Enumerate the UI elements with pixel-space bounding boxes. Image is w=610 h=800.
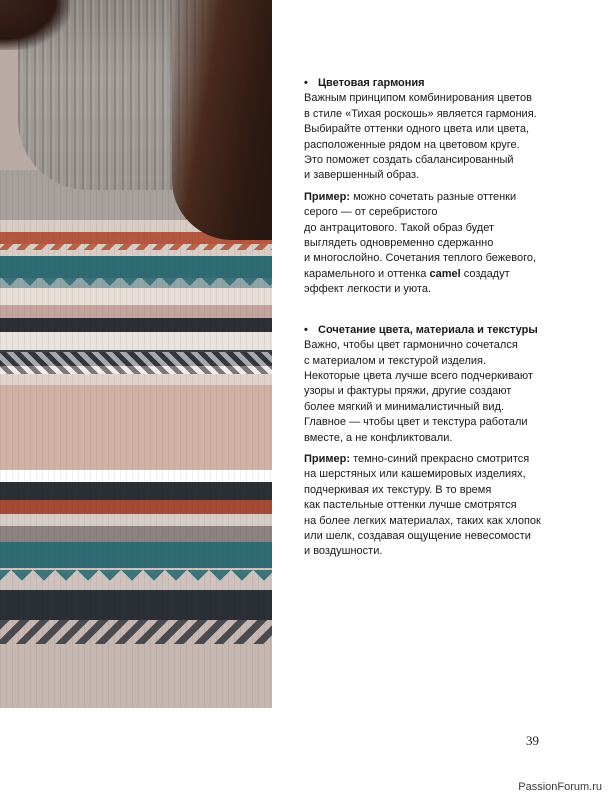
- text-line: [304, 107, 580, 122]
- text-line: [304, 236, 580, 251]
- page-number: 39: [526, 733, 539, 748]
- text-line: [304, 483, 580, 498]
- text-run: и воздушности.: [304, 545, 383, 558]
- text-line: [304, 251, 580, 266]
- text-line: [304, 514, 580, 529]
- text-run: и завершенный образ.: [304, 169, 420, 182]
- photo-hair: [0, 0, 70, 50]
- text-run: расположенные рядом на цветовом круге.: [304, 138, 520, 151]
- text-run: Главное — чтобы цвет и текстура работали: [304, 416, 528, 429]
- text-line: [304, 467, 580, 482]
- text-line: [304, 282, 580, 297]
- text-line: [304, 415, 580, 430]
- text-run: подчеркивая их текстуру. В то время: [304, 483, 492, 496]
- text-run: Важным принципом комбинирования цветов: [304, 92, 532, 105]
- text-run: темно-синий прекрасно смотрится: [350, 452, 530, 465]
- text-run: создадут: [460, 267, 510, 280]
- text-run: на шерстяных или кашемировых изделиях,: [304, 468, 526, 481]
- text-line: [304, 384, 580, 399]
- text-run: Важно, чтобы цвет гармонично сочетался: [304, 339, 518, 352]
- paragraph: [304, 190, 580, 298]
- text-line: [304, 221, 580, 236]
- text-run: карамельного и оттенка: [304, 267, 430, 280]
- text-line: [304, 431, 580, 446]
- text-run: Выбирайте оттенки одного цвета или цвета,: [304, 123, 530, 136]
- photo-pattern-band: [0, 352, 272, 374]
- text-run: и многослойно. Сочетания теплого бежевого,: [304, 252, 537, 265]
- paragraph: [304, 338, 580, 446]
- photo-pattern-band: [0, 620, 272, 644]
- text-line: [304, 529, 580, 544]
- bold-text: camel: [429, 267, 461, 280]
- text-line: [304, 153, 580, 168]
- text-line: [304, 91, 580, 106]
- section: [304, 323, 580, 560]
- text-run: более мягкий и минималистичный вид.: [304, 400, 505, 413]
- text-line: [304, 205, 580, 220]
- text-run: можно сочетать разные оттенки: [350, 190, 517, 203]
- text-line: [304, 138, 580, 153]
- bullet: •: [304, 323, 308, 336]
- text-line: [304, 122, 580, 137]
- text-run: вместе, а не конфликтовали.: [304, 431, 453, 444]
- text-run: на более легких материалах, таких как хлопок: [304, 514, 541, 527]
- photo-pattern-band: [0, 276, 272, 294]
- text-line: [304, 498, 580, 513]
- text-run: или шелк, создавая ощущение невесомости: [304, 529, 531, 542]
- text-line: [304, 369, 580, 384]
- paragraph: [304, 452, 580, 560]
- text-run: эффект легкости и уюта.: [304, 283, 431, 296]
- text-line: [304, 190, 580, 205]
- section-heading-text: Сочетание цвета, материала и текстуры: [318, 323, 538, 336]
- text-column: [304, 76, 580, 560]
- photo-hair: [172, 0, 272, 240]
- text-run: выглядеть одновременно сдержанно: [304, 237, 494, 250]
- text-run: Это поможет создать сбалансированный: [304, 154, 514, 167]
- text-line: [304, 338, 580, 353]
- bold-text: Пример:: [304, 452, 351, 465]
- bullet: •: [304, 77, 308, 89]
- text-line: [304, 400, 580, 415]
- text-run: как пастельные оттенки лучше смотрятся: [304, 499, 517, 512]
- photo-pattern-band: [0, 570, 272, 592]
- text-run: узоры и фактуры пряжи, другие создают: [304, 385, 512, 398]
- sweater-photo: [0, 0, 272, 708]
- section-heading: [304, 323, 580, 338]
- text-line: [304, 267, 580, 282]
- text-run: в стиле «Тихая роскошь» является гармония.: [304, 107, 537, 120]
- text-run: с материалом и текстурой изделия.: [304, 354, 487, 367]
- text-line: [304, 168, 580, 183]
- bold-text: Пример:: [304, 190, 351, 203]
- paragraph: [304, 91, 580, 183]
- text-run: серого — от серебристого: [304, 206, 438, 219]
- text-run: Некоторые цвета лучше всего подчеркивают: [304, 369, 533, 382]
- section: [304, 76, 580, 298]
- text-line: [304, 452, 580, 467]
- section-heading-text: Цветовая гармония: [318, 77, 425, 89]
- section-heading: [304, 76, 580, 91]
- text-run: до антрацитового. Такой образ будет: [304, 221, 495, 234]
- text-line: [304, 354, 580, 369]
- text-line: [304, 544, 580, 559]
- watermark: PassionForum.ru: [518, 781, 602, 793]
